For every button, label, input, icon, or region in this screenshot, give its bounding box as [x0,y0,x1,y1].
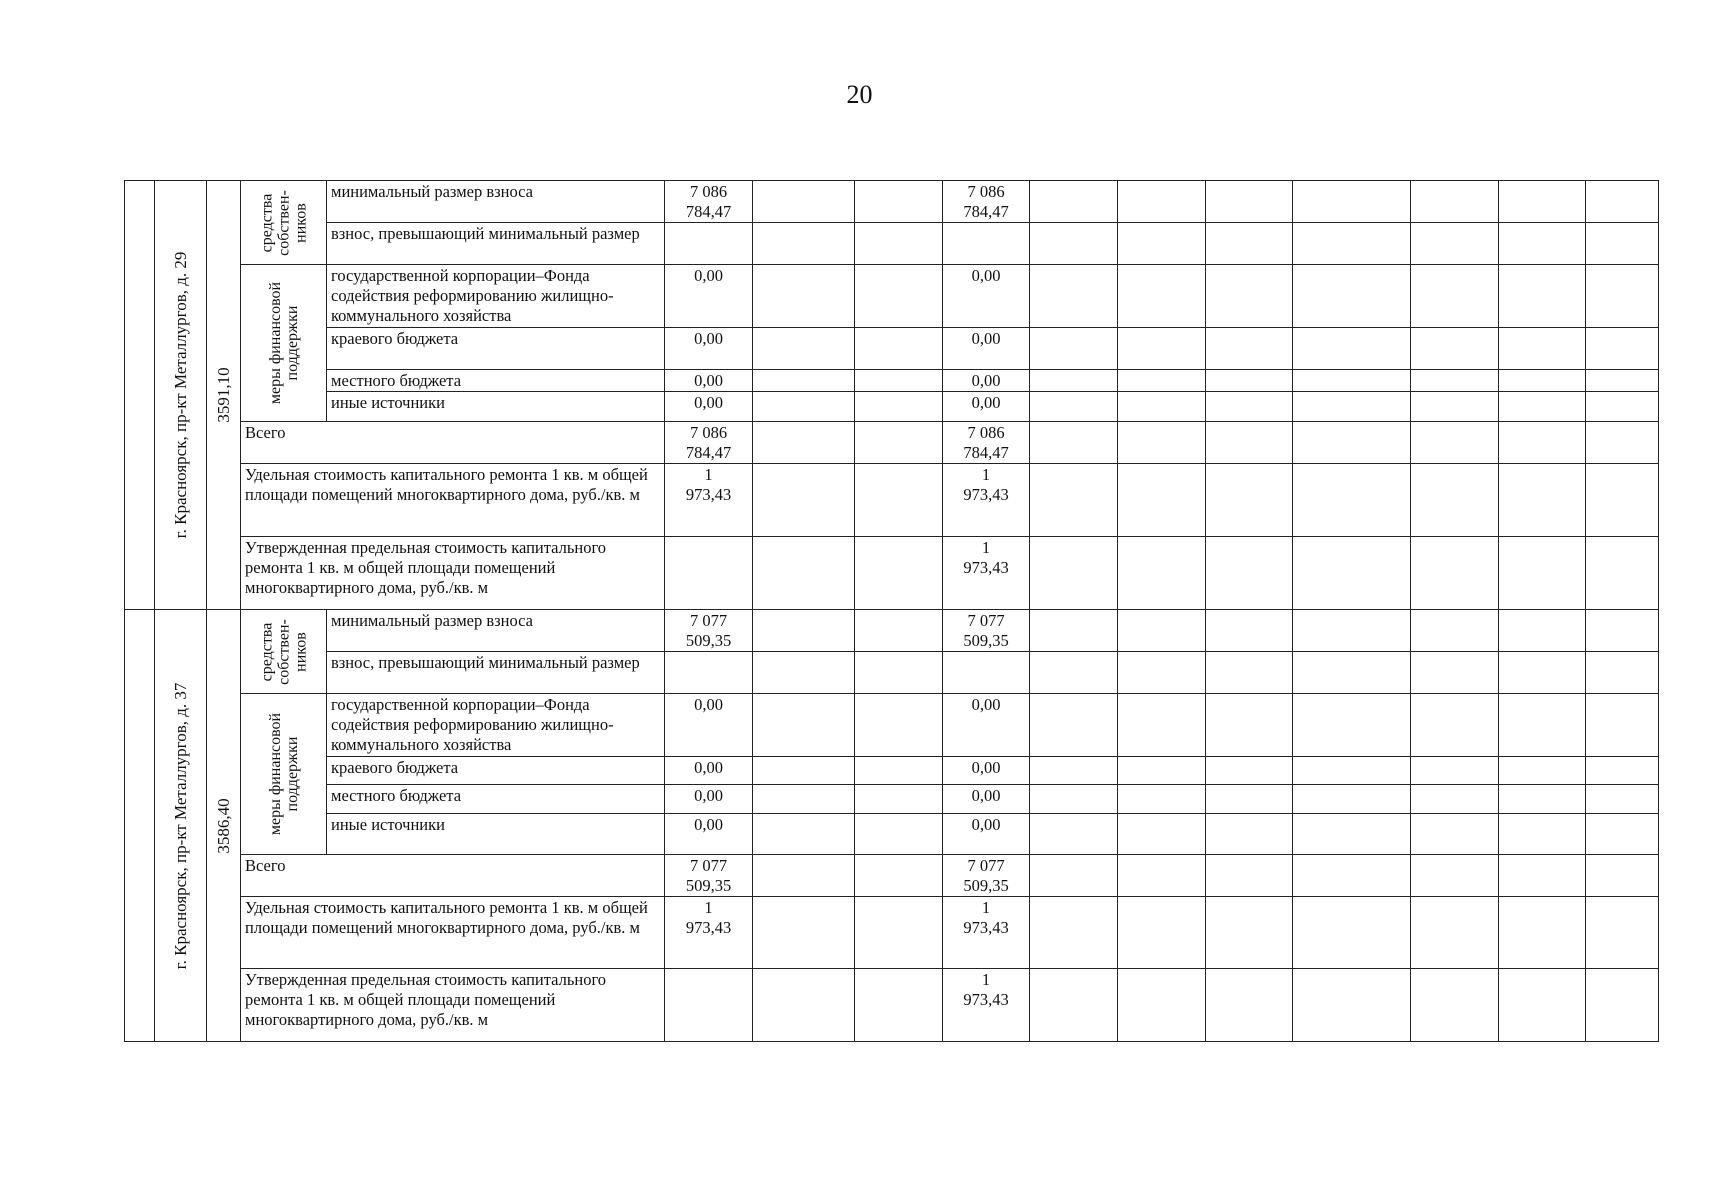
value-cell: 0,00 [943,328,1030,370]
value-cell: 7 086 784,47 [943,422,1030,464]
blank-cell [125,610,155,1042]
value-cell: 0,00 [943,814,1030,855]
row-label: государственной корпорации–Фонда содействия реформированию жилищно-коммунального хозяйства [327,694,665,757]
house-block-2 [125,610,1659,1042]
owner-funds-group [241,181,327,265]
row-label: краевого бюджета [327,757,665,785]
row-label: Всего [241,422,665,464]
value-cell: 7 086 784,47 [665,422,753,464]
value-cell: 0,00 [665,370,753,392]
table-row [125,464,1659,537]
value-cell: 1 973,43 [943,897,1030,969]
table-row [125,969,1659,1042]
table-row [125,370,1659,392]
table-row [125,785,1659,814]
value-cell: 7 077 509,35 [665,610,753,652]
table-row [125,537,1659,610]
owner-funds-label: средства собствен- ников [258,189,309,256]
row-label: Удельная стоимость капитального ремонта 1 кв. м общей площади помещений многоквартирного дома, руб./кв. м [241,897,665,969]
area: 3586,40 [213,797,233,854]
value-cell: 0,00 [665,392,753,422]
table-row [125,897,1659,969]
value-cell: 0,00 [943,370,1030,392]
table-row [125,265,1659,328]
value-cell: 0,00 [665,757,753,785]
table-row [125,223,1659,265]
value-cell: 1 973,43 [943,464,1030,537]
row-label: местного бюджета [327,785,665,814]
row-label: минимальный размер взноса [327,181,665,223]
value-cell: 0,00 [943,785,1030,814]
row-label: местного бюджета [327,370,665,392]
value-cell: 7 077 509,35 [943,610,1030,652]
table-row [125,181,1659,223]
row-label: минимальный размер взноса [327,610,665,652]
table-row [125,610,1659,652]
value-cell: 7 086 784,47 [665,181,753,223]
owner-funds-group [241,610,327,694]
address-cell [155,610,207,1042]
owner-funds-label: средства собствен- ников [258,618,309,685]
house-block-1 [125,181,1659,610]
value-cell: 0,00 [665,785,753,814]
table-row [125,422,1659,464]
row-label: краевого бюджета [327,328,665,370]
table-row [125,757,1659,785]
page-number: 20 [846,80,873,109]
table-row [125,328,1659,370]
table-row [125,814,1659,855]
area-cell [207,610,241,1042]
value-cell: 0,00 [665,814,753,855]
value-cell: 0,00 [943,694,1030,757]
row-label: взнос, превышающий минимальный размер [327,652,665,694]
row-label: Утвержденная предельная стоимость капитального ремонта 1 кв. м общей площади помещений многоквартирного дома, руб./кв. м [241,969,665,1042]
value-cell: 1 973,43 [665,897,753,969]
value-cell: 0,00 [943,757,1030,785]
value-cell: 1 973,43 [943,537,1030,610]
row-label: взнос, превышающий минимальный размер [327,223,665,265]
blank-cell [125,181,155,610]
support-group [241,265,327,422]
area: 3591,10 [213,367,233,423]
value-cell: 1 973,43 [943,969,1030,1042]
value-cell: 0,00 [665,694,753,757]
table-row [125,855,1659,897]
value-cell: 7 086 784,47 [943,181,1030,223]
value-cell: 7 077 509,35 [665,855,753,897]
table-row [125,392,1659,422]
value-cell: 7 077 509,35 [943,855,1030,897]
capital-repair-table [124,180,1659,1042]
row-label: государственной корпорации–Фонда содействия реформированию жилищно-коммунального хозяйства [327,265,665,328]
table-row [125,652,1659,694]
address: г. Красноярск, пр-кт Металлургов, д. 37 [170,682,190,969]
address-cell [155,181,207,610]
support-label: меры финансовой поддержки [266,712,301,836]
support-group [241,694,327,855]
table-row [125,694,1659,757]
value-cell: 0,00 [665,265,753,328]
value-cell: 0,00 [943,265,1030,328]
value-cell: 0,00 [943,392,1030,422]
row-label: иные источники [327,392,665,422]
row-label: Всего [241,855,665,897]
row-label: Удельная стоимость капитального ремонта 1 кв. м общей площади помещений многоквартирного дома, руб./кв. м [241,464,665,537]
area-cell [207,181,241,610]
support-label: меры финансовой поддержки [266,281,301,405]
value-cell: 0,00 [665,328,753,370]
value-cell: 1 973,43 [665,464,753,537]
row-label: иные источники [327,814,665,855]
address: г. Красноярск, пр-кт Металлургов, д. 29 [170,251,190,539]
row-label: Утвержденная предельная стоимость капитального ремонта 1 кв. м общей площади помещений многоквартирного дома, руб./кв. м [241,537,665,610]
